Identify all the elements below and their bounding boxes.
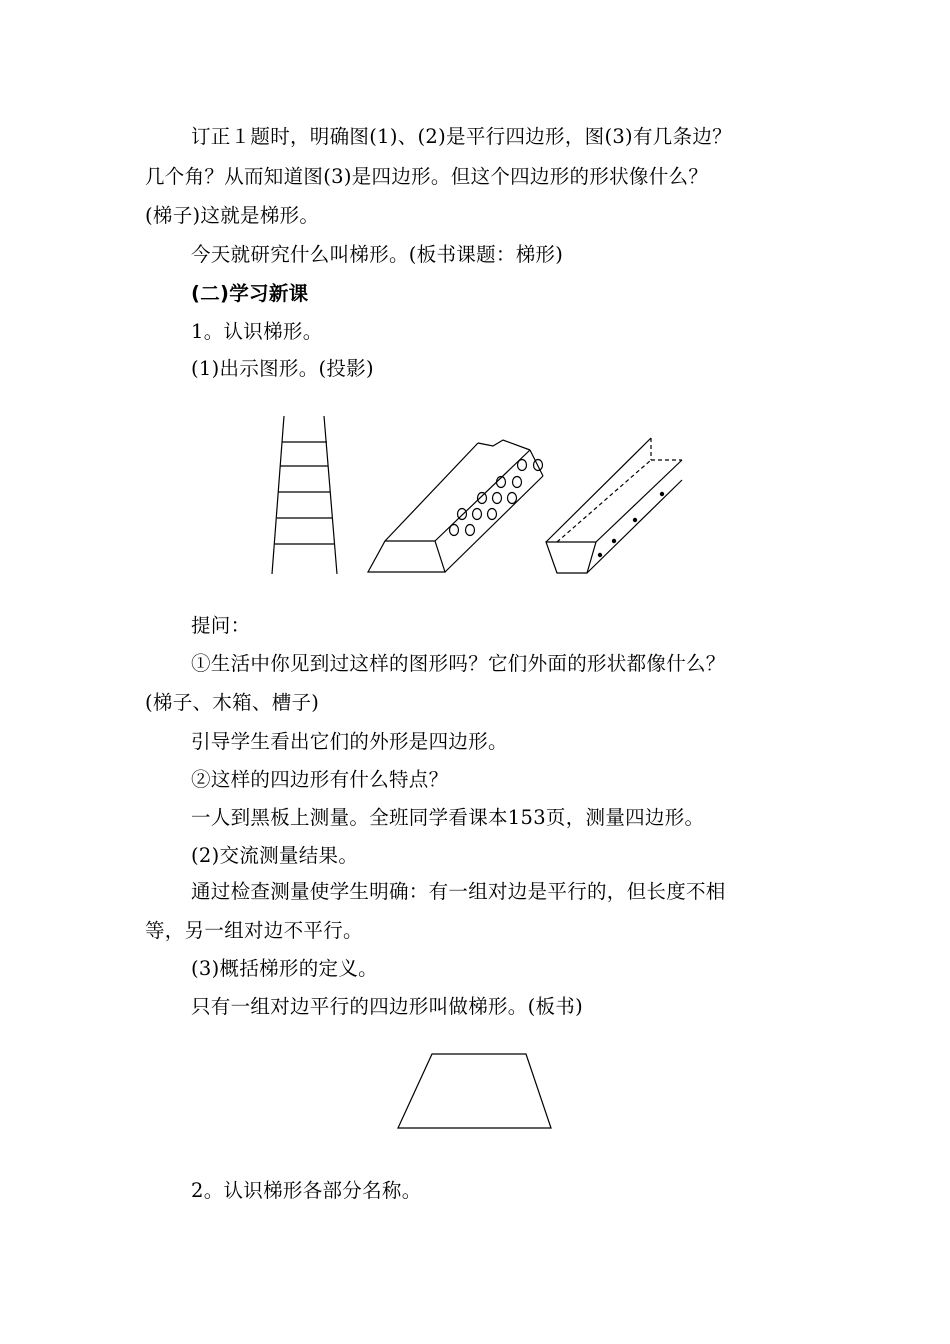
line-3: (梯子)这就是梯形。 — [145, 204, 320, 227]
line-9: (梯子、木箱、槽子) — [145, 691, 320, 714]
box-drawing — [368, 440, 543, 572]
line-14: 通过检查测量使学生明确：有一组对边是平行的，但长度不相 — [191, 880, 726, 903]
trough-drawing — [546, 438, 682, 573]
line-15: 等，另一组对边不平行。 — [145, 919, 363, 942]
line-1: 订正１题时，明确图(1)、(2)是平行四边形，图(3)有几条边？ — [191, 125, 732, 148]
section-heading: (二)学习新课 — [191, 282, 309, 305]
trapezoid-figure — [390, 1045, 560, 1135]
line-8: ①生活中你见到过这样的图形吗？它们外面的形状都像什么？ — [191, 652, 726, 675]
line-5: 1。认识梯形。 — [191, 320, 323, 343]
ladder-drawing — [272, 416, 337, 574]
line-7: 提问： — [191, 614, 251, 637]
line-16: (3)概括梯形的定义。 — [191, 957, 378, 980]
line-13: (2)交流测量结果。 — [191, 844, 359, 867]
line-11: ②这样的四边形有什么特点？ — [191, 768, 449, 791]
line-17: 只有一组对边平行的四边形叫做梯形。(板书) — [191, 995, 584, 1018]
line-6: (1)出示图形。(投影) — [191, 357, 374, 380]
line-18: 2。认识梯形各部分名称。 — [191, 1179, 422, 1202]
line-12: 一人到黑板上测量。全班同学看课本153页，测量四边形。 — [191, 806, 705, 829]
line-10: 引导学生看出它们的外形是四边形。 — [191, 730, 508, 753]
line-4: 今天就研究什么叫梯形。(板书课题：梯形) — [191, 243, 564, 266]
line-2: 几个角？从而知道图(3)是四边形。但这个四边形的形状像什么？ — [145, 165, 709, 188]
shapes-figure — [265, 410, 685, 580]
